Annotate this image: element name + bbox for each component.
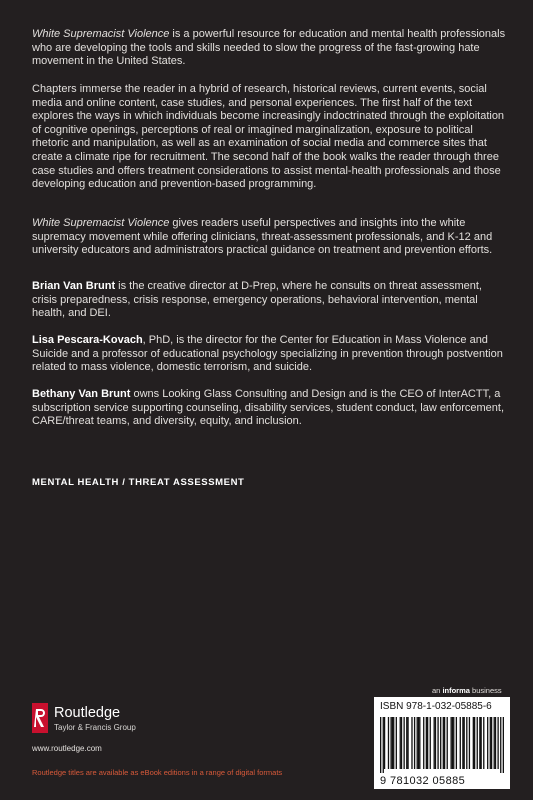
barcode-bar [462, 717, 463, 769]
barcode-bar [392, 717, 393, 769]
barcode-bar [426, 717, 427, 769]
barcode-bar [487, 717, 488, 769]
barcode-bar [393, 717, 394, 769]
barcode-bar [406, 717, 407, 769]
book-title-italic: White Supremacist Violence [32, 217, 170, 229]
barcode-bar [396, 717, 397, 769]
author-bio-text: is the creative director at D-Prep, where he consults on threat assessment, crisis preparedness, crisis response, emergency operations, behavioral intervention, mental health, and DEI. [32, 280, 482, 320]
barcode-bar [477, 717, 478, 769]
author-bio-text: , PhD, is the director for the Center for Education in Mass Violence and Suicide and a professor of educational psychology specializing in prevention through postvention related to mass violence, domestic terrorism, and suicide. [32, 334, 503, 374]
barcode-bar [380, 717, 381, 773]
barcode-digits: 9 781032 05885 [380, 775, 466, 787]
barcode-bar [444, 717, 445, 769]
barcode-bar [450, 717, 451, 769]
ebook-note: Routledge titles are available as eBook editions in a range of digital formats [32, 768, 283, 777]
barcode-bar [456, 717, 457, 769]
barcode-bar [443, 717, 444, 769]
informa-suffix: business [469, 686, 502, 695]
barcode-bar [474, 717, 475, 769]
barcode-bar [384, 717, 385, 769]
barcode-bar [479, 717, 480, 769]
publisher-name: Routledge [54, 705, 121, 721]
barcode-bar [411, 717, 412, 769]
barcode-bar [423, 717, 424, 769]
barcode-bar [464, 717, 465, 769]
isbn-barcode [374, 697, 510, 789]
description-text: is a powerful resource for education and mental health professionals who are developing the tools and skills needed to slow the progress of the fast-growing hate movement in the United States. [32, 28, 506, 68]
barcode-bar [469, 717, 470, 769]
barcode-bar [460, 717, 461, 769]
barcode-bar [483, 717, 484, 769]
description-paragraph-2: Chapters immerse the reader in a hybrid of research, historical reviews, current events, social media and online content, case studies, and personal experiences. The first half of the text explores the ways in which individuals become increasingly indoctrinated through the exploitation of cognitive openings, perceptions of real or imagined marginalization, exposure to political rhetoric and manipulation, as well as an examination of social media and commerce sites that create a climate ripe for recruitment. The second half of the book walks the reader through three case studies and offers treatment considerations to assist mental-health professionals and those developing education and prevention-based programming. [32, 83, 505, 191]
barcode-bar [430, 717, 431, 769]
barcode-bar [495, 717, 496, 769]
barcode-bar [440, 717, 441, 769]
barcode-bar [494, 717, 495, 769]
author-bio-text: owns Looking Glass Consulting and Design and is the CEO of InterACTT, a subscription service supporting counseling, disability services, student conduct, law enforcement, CARE/threat teams, and diversity, equity, and inclusion. [32, 388, 505, 428]
informa-prefix: an [432, 686, 443, 695]
barcode-bar [434, 717, 435, 769]
description-paragraph-1 [32, 28, 507, 69]
barcode-bar [414, 717, 415, 769]
author-name: Lisa Pescara-Kovach [32, 334, 143, 346]
description-text: gives readers useful perspectives and insights into the white supremacy movement while offering clinicians, threat-assessment professionals, and K-12 and university educators and administrators practical guidance on treatment and prevention efforts. [32, 217, 493, 257]
barcode-bar [383, 717, 384, 773]
barcode-bar [481, 717, 482, 769]
publisher-group: Taylor & Francis Group [54, 723, 136, 732]
barcode-bar [401, 717, 402, 769]
book-title-italic: White Supremacist Violence [32, 28, 170, 40]
barcode-bar [497, 717, 498, 769]
barcode-bar [466, 717, 467, 769]
barcode-bar [491, 717, 492, 769]
barcode-bar [418, 717, 419, 769]
isbn-label: ISBN 978-1-032-05885-6 [380, 701, 492, 712]
barcode-bar [452, 717, 453, 769]
barcode-bar [403, 717, 404, 769]
barcode-bar [490, 717, 491, 769]
barcode-bar [447, 717, 448, 769]
barcode-bar [390, 717, 391, 769]
routledge-r-icon [32, 703, 48, 733]
barcode-bar [453, 717, 454, 769]
barcode-bars [380, 717, 504, 773]
informa-tagline [432, 686, 502, 695]
publisher-website[interactable]: www.routledge.com [32, 744, 102, 753]
barcode-bar [437, 717, 438, 769]
routledge-logo [32, 703, 232, 743]
author-bio-2 [32, 334, 507, 375]
barcode-bar [400, 717, 401, 769]
author-bio-3 [32, 388, 507, 429]
barcode-bar [473, 717, 474, 769]
barcode-bar [388, 717, 389, 769]
author-name: Brian Van Brunt [32, 280, 116, 292]
subject-category: MENTAL HEALTH / THREAT ASSESSMENT [32, 477, 245, 488]
author-name: Bethany Van Brunt [32, 388, 131, 400]
description-paragraph-3 [32, 217, 507, 258]
barcode-bar [407, 717, 408, 769]
barcode-bar [419, 717, 420, 769]
barcode-bar [417, 717, 418, 769]
author-bio-1 [32, 280, 507, 321]
barcode-bar [435, 717, 436, 769]
informa-brand: informa [442, 686, 470, 695]
barcode-bar [500, 717, 501, 773]
barcode-bar [427, 717, 428, 769]
barcode-bar [503, 717, 504, 773]
